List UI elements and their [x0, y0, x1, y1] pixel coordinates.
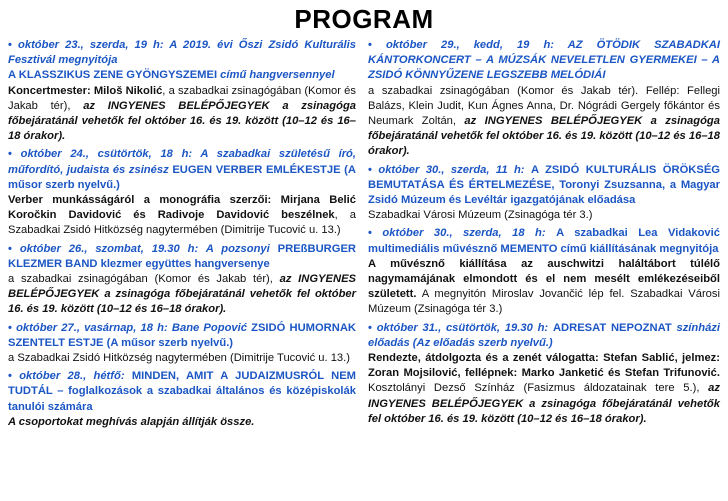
right-column: [368, 38, 720, 430]
entry-subtitle-rest: című hangversennyel: [217, 69, 335, 82]
program-entry: [368, 321, 720, 427]
bullet-icon: •: [368, 39, 386, 51]
bullet-icon: •: [8, 321, 17, 334]
entry-heading: október 30., szerda, 11 h:: [378, 163, 531, 176]
entry-heading: október 23., szerda, 19 h: A 2019. évi Őszi Zsidó Kulturális Fesztivál megnyitója: [8, 39, 356, 67]
entry-heading-caps: PREßBURGER KLEZMER BAND klezmer együttes hangversenye: [8, 242, 356, 270]
entry-heading: október 29., kedd, 19 h:: [385, 39, 568, 51]
entry-heading-caps: A szabadkai Lea Vidaković multimediális művésznő MEMENTO című kiállításának megnyitója: [368, 227, 720, 255]
entry-venue: Kosztolányi Dezső Színház (Fasizmus áldozatainak tere 5.),: [368, 382, 709, 395]
program-entry: [368, 226, 720, 317]
entry-ticket-info: az INGYENES BELÉPŐJEGYEK a zsinagóga főbejáratánál vehetők fel október 16. és 19. között (10–12 és 16–18 órakor).: [8, 273, 356, 316]
bullet-icon: •: [368, 321, 377, 334]
entry-heading: október 27., vasárnap, 18 h: Bane Popović: [16, 321, 252, 334]
entry-heading: október 28., hétfő:: [19, 370, 132, 383]
entry-venue: a szabadkai zsinagógában (Komor és Jakab tér). Fellép: Fellegi Balázs, Klein Judit, Kun Ágnes Anna, Dr. Nógrádi Gergely főkántor és Neumark Zoltán,: [368, 84, 720, 128]
program-entry: [368, 38, 720, 160]
entry-subtitle: A KLASSZIKUS ZENE GYÖNGYSZEMEI: [8, 69, 218, 82]
entry-heading-caps: MINDEN, AMIT A JUDAIZMUSRÓL NEM TUDTÁL – foglalkozások a szabadkai általános és középiskolák tanulói számára: [8, 370, 356, 413]
entry-heading: október 31., csütörtök, 19.30 h:: [376, 321, 553, 334]
program-entry: [8, 242, 356, 318]
left-column: [8, 38, 356, 433]
program-entry: [8, 369, 356, 430]
entry-heading-caps: ADRESAT NEPOZNAT: [552, 321, 672, 334]
program-entry: [8, 38, 356, 144]
entry-ticket-info: az INGYENES BELÉPŐJEGYEK a zsinagóga főbejáratánál vehetők fel október 16. és 19. között (10–12 és 16–18 órakor).: [368, 115, 720, 158]
entry-heading: október 26., szombat, 19.30 h: A pozsonyi: [19, 242, 278, 255]
entry-ticket-info: az INGYENES BELÉPŐJEGYEK a zsinagóga főbejáratánál vehetők fel október 16. és 19. között (10–12 és 16–18 órakor).: [368, 382, 720, 425]
entry-heading-caps: A ZSIDÓ KULTURÁLIS ÖRÖKSÉG BEMUTATÁSA ÉS ÉRTELMEZÉSE, Toronyi Zsuzsanna, a Magyar Zsidó Múzeum és Levéltár igazgatójának előadása: [368, 163, 720, 207]
bullet-icon: •: [8, 242, 20, 255]
entry-note: A csoportokat meghívás alapján állítják össze.: [8, 415, 255, 428]
program-entry: [8, 147, 356, 238]
entry-heading-rest: színházi előadás (Az előadás szerb nyelvű.): [368, 321, 720, 349]
bullet-icon: •: [368, 227, 383, 240]
entry-venue: a Szabadkai Zsidó Hitközség nagytermében (Dimitrije Tucović u. 13.): [8, 352, 350, 365]
entry-description: A művésznő kiállítása az auschwitzi haláltábort túlélő nagymamájának elmondott és el nem mesélt emlékezéseiből született.: [368, 257, 720, 301]
entry-heading-caps: ZSIDÓ HUMORNAK SZENTELT ESTJE (A műsor szerb nyelvű.): [8, 321, 356, 349]
entry-venue: a szabadkai zsinagógában (Komor és Jakab tér),: [8, 273, 280, 286]
entry-venue: , a szabadkai zsinagógában (Komor és Jakab tér),: [8, 84, 356, 112]
program-entry: [368, 163, 720, 224]
entry-ticket-info: az INGYENES BELÉPŐJEGYEK a zsinagóga főbejáratánál vehetők fel október 16. és 19. között (10–12 és 16–18 órakor).: [8, 99, 356, 143]
entry-speakers: Verber munkásságáról a monográfia szerzői: Mirjana Belić Koročkin Davidović és Radivoje Davidović beszélnek: [8, 194, 356, 222]
entry-credits: Rendezte, átdolgozta és a zenét válogatta: Stefan Sablić, jelmez: Zoran Mojsilović, fellépnek: Marko Janketić és Stefan Trifunović.: [368, 352, 720, 380]
entry-heading-caps: AZ ÖTÖDIK SZABADKAI KÁNTORKONCERT – A MÚZSÁK NEVELETLEN GYERMEKEI – A ZSIDÓ KÖNNYŰZENE LEGSZEBB MELÓDIÁI: [368, 39, 720, 82]
bullet-icon: •: [8, 148, 21, 161]
bullet-icon: •: [368, 163, 379, 176]
bullet-icon: •: [8, 370, 20, 383]
bullet-icon: •: [8, 39, 19, 51]
entry-heading-caps: EUGEN VERBER EMLÉKESTJE (A műsor szerb nyelvű.): [8, 163, 356, 191]
page-title: PROGRAM: [294, 4, 434, 34]
entry-heading: október 24., csütörtök, 18 h: A szabadkai születésű író, műfordító, judaista és zsinész: [8, 148, 356, 176]
entry-venue: , a Szabadkai Zsidó Hitközség nagytermében (Dimitrije Tucović u. 13.): [8, 209, 356, 237]
entry-heading: október 30., szerda, 18 h:: [382, 227, 557, 240]
entry-venue: A megnyitón Miroslav Jovančić lép fel. Szabadkai Városi Múzeum (Zsinagóga tér 3.): [368, 288, 720, 316]
entry-venue: Szabadkai Városi Múzeum (Zsinagóga tér 3.): [368, 209, 593, 222]
entry-performer: Koncertmester: Miloš Nikolić: [8, 84, 163, 97]
program-entry: [8, 321, 356, 367]
